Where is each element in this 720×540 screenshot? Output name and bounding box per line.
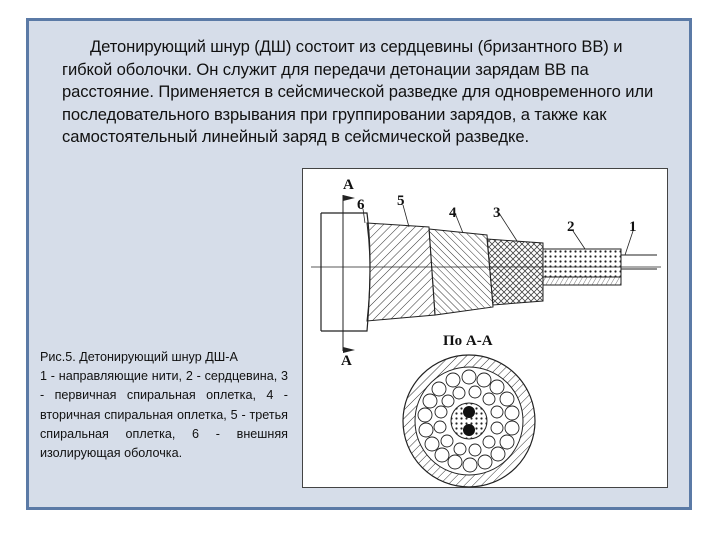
callout-1: 1: [629, 219, 637, 235]
layer-5: [367, 223, 435, 321]
callout-3: 3: [493, 205, 501, 221]
section-mark-bottom: А: [341, 353, 352, 369]
cord-diagram-svg: [303, 169, 669, 489]
caption-body: 1 - направляющие нити, 2 - сердцевина, 3 - первичная спиральная оплетка, 4 - вторичная спиральная оплетка, 5 - третья спиральная оплетка, 6 - внешняя изолирующая оболочка.: [40, 369, 288, 461]
callout-5: 5: [397, 193, 405, 209]
main-paragraph: Детонирующий шнур (ДШ) состоит из сердцевины (бризантного ВВ) и гибкой оболочки. Он служит для передачи детонации зарядам ВВ па расстояние. Применяется в сейсмической разведке для одновременного или последовательного взрывания при группировании зарядов, а также как самостоятельный линейный заряд в сейсмической разведке.: [62, 37, 654, 147]
callout-2: 2: [567, 219, 575, 235]
core-layer-2: [543, 249, 621, 277]
cross-section: [403, 355, 535, 487]
layer-3: [487, 239, 543, 305]
section-mark-top: А: [343, 177, 354, 193]
core-lower: [543, 277, 621, 285]
outer-sheath: [321, 213, 370, 331]
callout-4: 4: [449, 205, 457, 221]
layer-4: [429, 229, 493, 315]
callout-6: 6: [357, 197, 365, 213]
caption-title: Рис.5. Детонирующий шнур ДШ-А: [40, 350, 238, 364]
section-title: По А-А: [443, 333, 493, 349]
figure-cord-diagram: [302, 168, 668, 488]
figure-caption: [40, 348, 288, 463]
